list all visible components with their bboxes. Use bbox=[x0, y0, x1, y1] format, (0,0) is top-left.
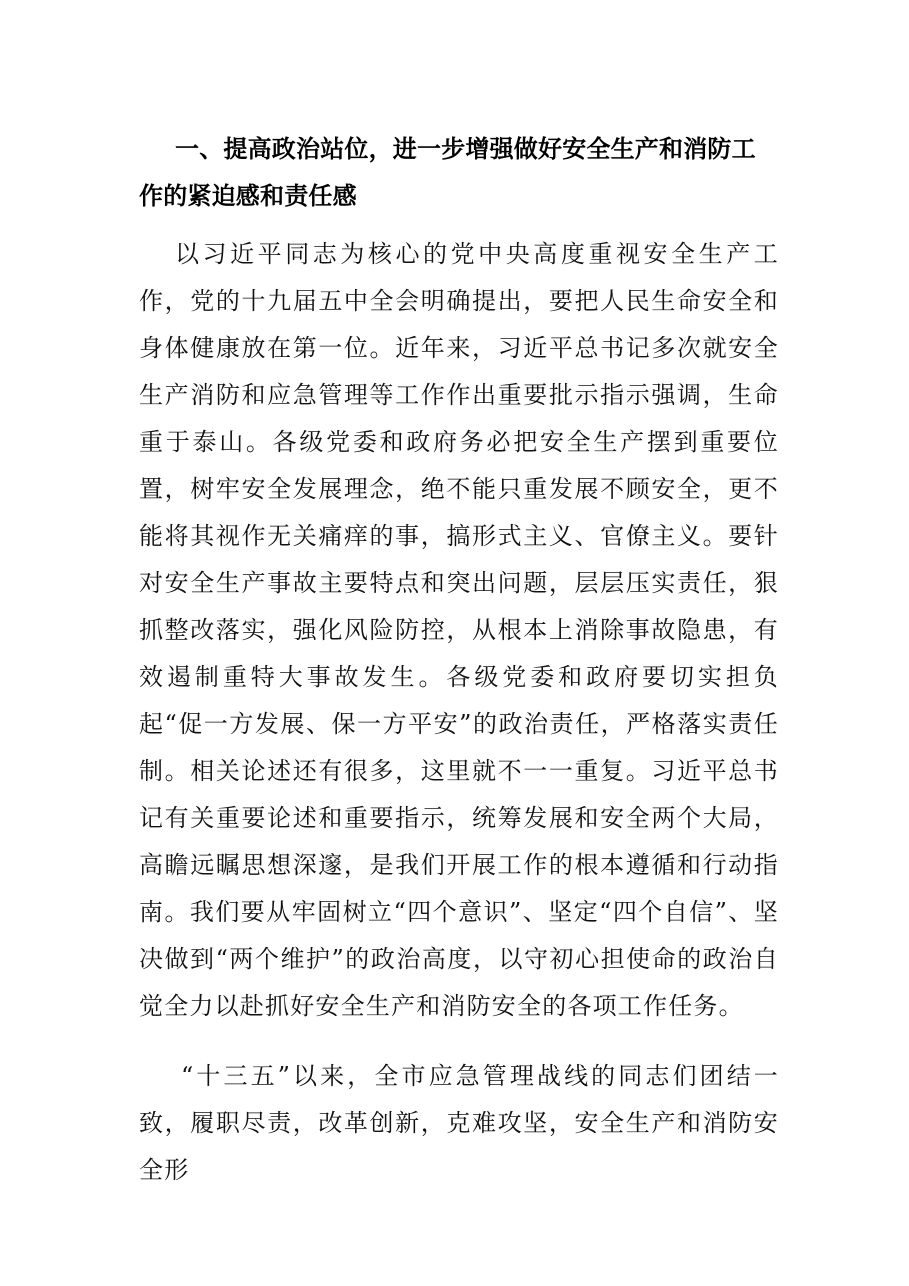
section-heading: 一、提高政治站位，进一步增强做好安全生产和消防工作的紧迫感和责任感 bbox=[139, 135, 756, 210]
body-paragraph-1: 以习近平同志为核心的党中央高度重视安全生产工作，党的十九届五中全会明确提出，要把人民生命安全和身体健康放在第一位。近年来，习近平总书记多次就安全生产消防和应急管理等工作作出重要批示指示强调，生命重于泰山。各级党委和政府务必把安全生产摆到重要位置，树牢安全发展理念，绝不能只重发展不顾安全，更不能将其视作无关痛痒的事，搞形式主义、官僚主义。要针对安全生产事故主要特点和突出问题，层层压实责任，狠抓整改落实，强化风险防控，从根本上消除事故隐患，有效遏制重特大事故发生。各级党委和政府要切实担负起“促一方发展、保一方平安”的政治责任，严格落实责任制。相关论述还有很多，这里就不一一重复。习近平总书记有关重要论述和重要指示，统筹发展和安全两个大局，高瞻远瞩思想深邃，是我们开展工作的根本遵循和行动指南。我们要从牢固树立“四个意识”、坚定“四个自信”、坚决做到“两个维护”的政治高度，以守初心担使命的政治自觉全力以赴抓好安全生产和消防安全的各项工作任务。 bbox=[139, 240, 779, 1020]
body-paragraph-2: “十三五”以来，全市应急管理战线的同志们团结一致，履职尽责，改革创新，克难攻坚，安全生产和消防安全形 bbox=[139, 1062, 779, 1184]
